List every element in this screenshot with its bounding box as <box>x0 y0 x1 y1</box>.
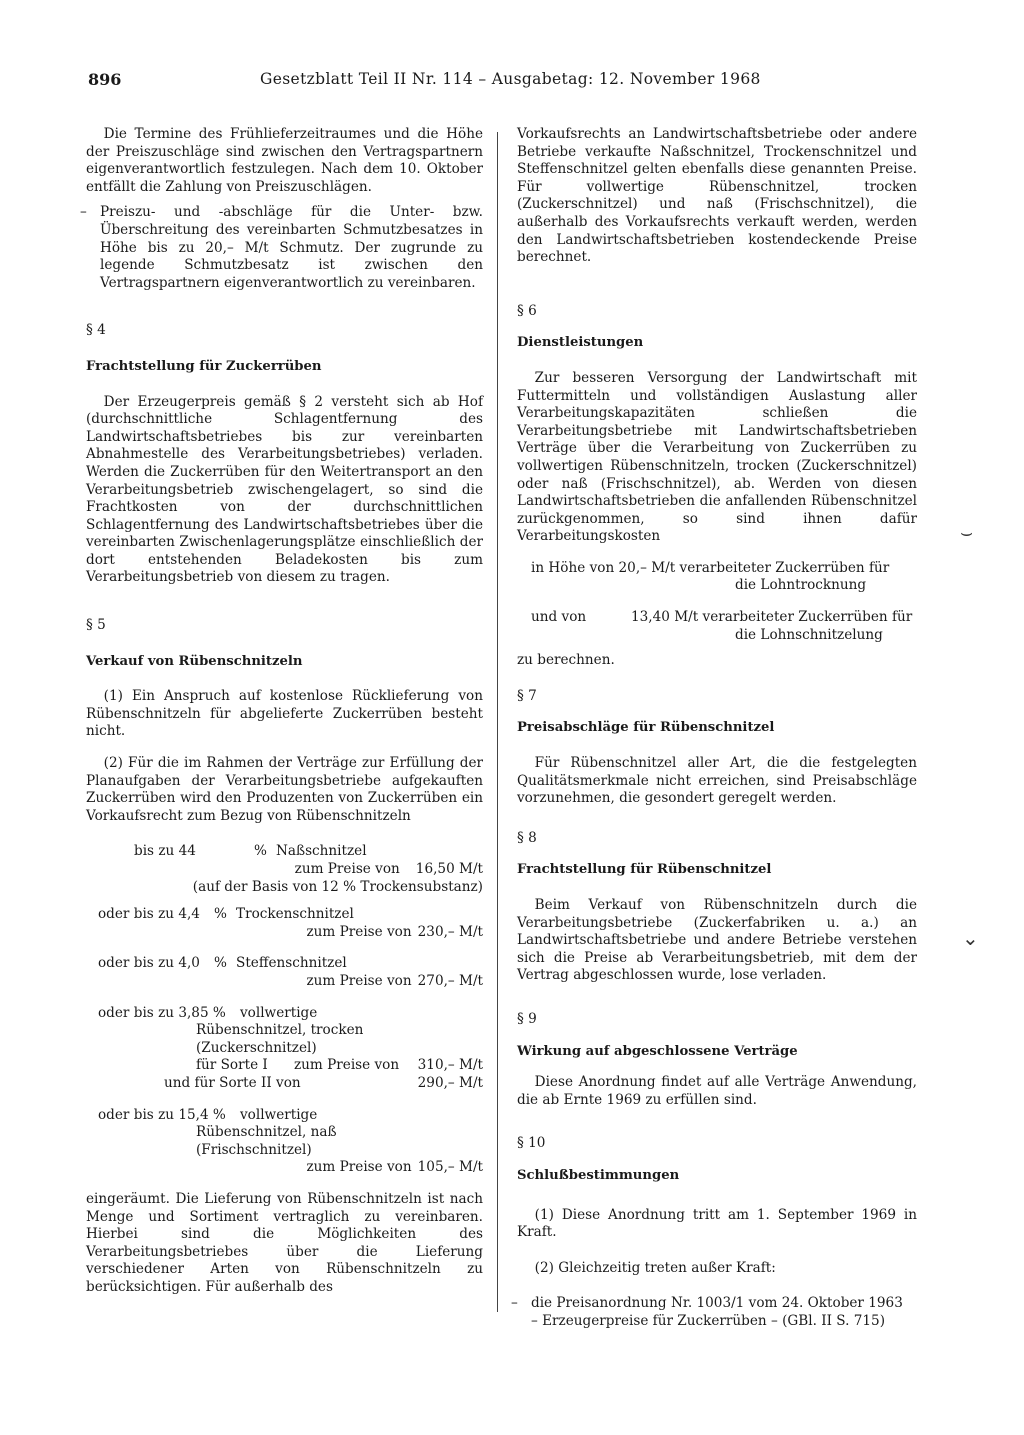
fee-text: in Höhe von 20,– M/t verarbeiteter Zuckerrüben für <box>531 559 890 576</box>
price-row-5-line2 <box>86 1124 483 1142</box>
section-6-paragraph: Zur besseren Versorgung der Landwirtschaft mit Futtermitteln und vollständigen Auslastung aller Verarbeitungskapazitäten schließen die Verarbeitungsbetriebe mit Landwirtschaftsbetrieben Verträge über die Verarbeitung von Zuckerrüben zu vollwertigen Rübenschnitzeln, trocken (Zuckerschnitzel) oder naß (Frischschnitzel), ab. Werden von diesen Landwirtschaftsbetrieben die anfallenden Rübenschnitzel zurückgenommen, so sind ihnen dafür Verarbeitungskosten <box>517 369 917 545</box>
page-number: 896 <box>88 70 122 89</box>
bullet-text: Preiszu- und -abschläge für die Unter- bzw. Überschreitung des vereinbarten Schmutzbesatzes in Höhe bis zu 20,– M/t Schmutz. Der zugrunde zu legende Schmutzbesatz ist zwischen den Vertragspartnern eigenverantwortlich zu vereinbaren. <box>100 204 483 291</box>
fee-text: 13,40 M/t verarbeiteter Zuckerrüben für <box>631 609 913 626</box>
price-row-3 <box>86 955 483 973</box>
section-heading-7: Preisabschläge für Rübenschnitzel <box>517 720 775 736</box>
price-row-4-line2 <box>86 1022 483 1040</box>
section-heading-10: Schlußbestimmungen <box>517 1167 680 1183</box>
price-label: zum Preise von <box>294 1057 400 1074</box>
section-number-7: § 7 <box>517 687 537 704</box>
price-row-prefix: bis zu 44 <box>134 843 196 860</box>
price-row-item: vollwertige <box>240 1004 318 1021</box>
fee-purpose: die Lohnschnitzelung <box>735 626 883 643</box>
price-row-detail: (Frischschnitzel) <box>196 1141 312 1158</box>
column-divider <box>497 132 498 1312</box>
price-value: 16,50 M/t <box>415 861 483 877</box>
price-value: 290,– M/t <box>417 1074 483 1091</box>
bullet-text-block <box>531 1295 917 1330</box>
price-row-detail: Rübenschnitzel, naß <box>196 1124 337 1141</box>
price-table <box>86 843 483 1177</box>
price-row-item: Trockenschnitzel <box>236 906 354 923</box>
fee-purpose: die Lohntrocknung <box>735 577 867 594</box>
section-heading-5: Verkauf von Rübenschnitzeln <box>86 653 303 669</box>
fee-row-2 <box>517 609 917 627</box>
price-label: zum Preise von <box>294 861 400 877</box>
price-row-4-sorte1 <box>86 1057 483 1075</box>
price-row-prefix: oder bis zu 4,4 <box>98 906 200 923</box>
price-row-detail: (Zuckerschnitzel) <box>196 1039 317 1056</box>
margin-mark: ⌣ <box>960 520 974 544</box>
section-10-paragraph-2: (2) Gleichzeitig treten außer Kraft: <box>534 1259 776 1276</box>
price-row-5 <box>86 1107 483 1125</box>
fee-row-1 <box>517 560 917 578</box>
section-number-9: § 9 <box>517 1010 537 1027</box>
percent-sign: % <box>254 843 267 860</box>
section-heading-6: Dienstleistungen <box>517 335 644 351</box>
price-row-2 <box>86 906 483 924</box>
sorte-label: und für Sorte II von <box>164 1074 301 1091</box>
section-heading-8: Frachtstellung für Rübenschnitzel <box>517 862 772 878</box>
fee-row-2-line2 <box>517 627 917 645</box>
continuation-paragraph: Vorkaufsrechts an Landwirtschaftsbetriebe oder andere Betriebe verkaufte Naßschnitzel, Trockenschnitzel und Steffenschnitzel gelten ebenfalls diese genannten Preise. Für vollwertige Rübenschnitzel, trocken (Zuckerschnitzel) und naß (Frischschnitzel), die außerhalb des Vorkaufsrechts verkauft werden, werden den Landwirtschaftsbetrieben kostendeckende Preise berechnet. <box>517 126 917 266</box>
list-item <box>511 1295 917 1330</box>
price-label: zum Preise von <box>306 972 412 989</box>
price-row-item: vollwertige <box>240 1106 318 1123</box>
price-row-1-price <box>86 861 483 879</box>
section-10-paragraph-1: (1) Diese Anordnung tritt am 1. September 1969 in Kraft. <box>517 1206 917 1241</box>
price-row-1 <box>86 843 483 861</box>
price-label: zum Preise von <box>306 923 412 940</box>
price-note: (auf der Basis von 12 % Trockensubstanz) <box>192 878 483 895</box>
right-column <box>511 126 917 1331</box>
price-row-prefix: oder bis zu 4,0 <box>98 955 200 972</box>
bullet-dash: – <box>80 204 87 221</box>
list-item <box>80 204 483 292</box>
bullet-text: – Erzeugerpreise für Zuckerrüben – (GBl. II S. 715) <box>531 1312 885 1329</box>
margin-mark: ⌄ <box>962 926 979 950</box>
price-row-2-price <box>86 924 483 942</box>
section-heading-9: Wirkung auf abgeschlossene Verträge <box>517 1043 798 1059</box>
section-5-paragraph-2: (2) Für die im Rahmen der Verträge zur Erfüllung der Planaufgaben der Verarbeitungsbetriebe aufgekauften Zuckerrüben wird den Produzenten von Zuckerrüben ein Vorkaufsrecht zum Bezug von Rübenschnitzeln <box>86 755 483 824</box>
price-row-4-sorte2 <box>86 1075 483 1093</box>
price-value: 270,– M/t <box>417 972 483 989</box>
price-row-item: Steffenschnitzel <box>236 955 347 972</box>
fee-row-1-line2 <box>517 577 917 595</box>
price-row-detail: Rübenschnitzel, trocken <box>196 1022 364 1039</box>
price-value: 310,– M/t <box>417 1057 483 1074</box>
section-7-paragraph: Für Rübenschnitzel aller Art, die die festgelegten Qualitätsmerkmale nicht erreichen, sind Preisabschläge vorzunehmen, die gesondert geregelt werden. <box>517 755 917 807</box>
section-number-10: § 10 <box>517 1135 546 1152</box>
gazette-title: Gesetzblatt Teil II Nr. 114 – Ausgabetag: 12. November 1968 <box>260 70 761 88</box>
intro-paragraph: Die Termine des Frühlieferzeitraumes und die Höhe der Preiszuschläge sind zwischen den Vertragspartnern eigenverantwortlich festzulegen. Nach dem 10. Oktober entfällt die Zahlung von Preiszuschlägen. <box>86 126 483 195</box>
price-value: 105,– M/t <box>417 1159 483 1176</box>
price-label: zum Preise von <box>306 1159 412 1176</box>
price-row-prefix: oder bis zu 15,4 % <box>98 1106 226 1123</box>
closing-paragraph: eingeräumt. Die Lieferung von Rübenschnitzeln ist nach Menge und Sortiment vertraglich zu vereinbaren. Hierbei sind die Möglichkeiten des Verarbeitungsbetriebes über die Lieferung verschiedener Arten von Rübenschnitzeln zu berücksichtigen. Für außerhalb des <box>86 1190 483 1295</box>
left-column <box>80 126 483 1296</box>
bullet-text: die Preisanordnung Nr. 1003/1 vom 24. Oktober 1963 <box>531 1295 903 1312</box>
section-4-paragraph: Der Erzeugerpreis gemäß § 2 versteht sich ab Hof (durchschnittliche Schlagentfernung des Landwirtschaftsbetriebes bis zur vereinbarten Abnahmestelle des Verarbeitungsbetriebes) verladen. Werden die Zuckerrüben für den Weitertransport an den Verarbeitungsbetrieb zwischengelagert, so sind die Frachtkosten von der durchschnittlichen Schlagentfernung des Landwirtschaftsbetriebes über die vereinbarten Zwischenlagerungsplätze einschließlich der dort entstehenden Beladekosten bis zum Verarbeitungsbetrieb von diesem zu tragen. <box>86 393 483 586</box>
percent-sign: % <box>214 955 227 972</box>
section-number-6: § 6 <box>517 302 537 319</box>
page-header <box>88 70 952 94</box>
price-row-5-line3 <box>86 1142 483 1160</box>
section-9-paragraph: Diese Anordnung findet auf alle Verträge Anwendung, die ab Ernte 1969 zu erfüllen sind. <box>517 1074 917 1108</box>
price-row-3-price <box>86 973 483 991</box>
section-heading-4: Frachtstellung für Zuckerrüben <box>86 358 322 374</box>
sorte-label: für Sorte I <box>196 1057 268 1074</box>
section-number-4: § 4 <box>86 322 106 339</box>
price-row-4-line3 <box>86 1040 483 1058</box>
price-value: 230,– M/t <box>417 923 483 940</box>
percent-sign: % <box>214 906 227 923</box>
section-5-paragraph-1: (1) Ein Anspruch auf kostenlose Rücklieferung von Rübenschnitzeln für abgelieferte Zuckerrüben besteht nicht. <box>86 688 483 740</box>
section-8-paragraph: Beim Verkauf von Rübenschnitzeln durch die Verarbeitungsbetriebe (Zuckerfabriken u. a.) an Landwirtschaftsbetriebe und andere Betriebe verstehen sich die Preise ab Verarbeitungsbetrieb, mit dem der Vertrag abgeschlossen wurde, lose verladen. <box>517 897 917 984</box>
price-row-1-note <box>86 879 483 897</box>
price-row-item: Naßschnitzel <box>276 843 367 860</box>
fee-text: und von <box>531 609 587 626</box>
price-row-5-price <box>86 1159 483 1177</box>
section-6-end: zu berechnen. <box>517 652 615 669</box>
section-number-8: § 8 <box>517 829 537 846</box>
bullet-dash: – <box>511 1295 518 1312</box>
price-row-prefix: oder bis zu 3,85 % <box>98 1004 226 1021</box>
price-row-4 <box>86 1005 483 1023</box>
section-number-5: § 5 <box>86 617 106 634</box>
